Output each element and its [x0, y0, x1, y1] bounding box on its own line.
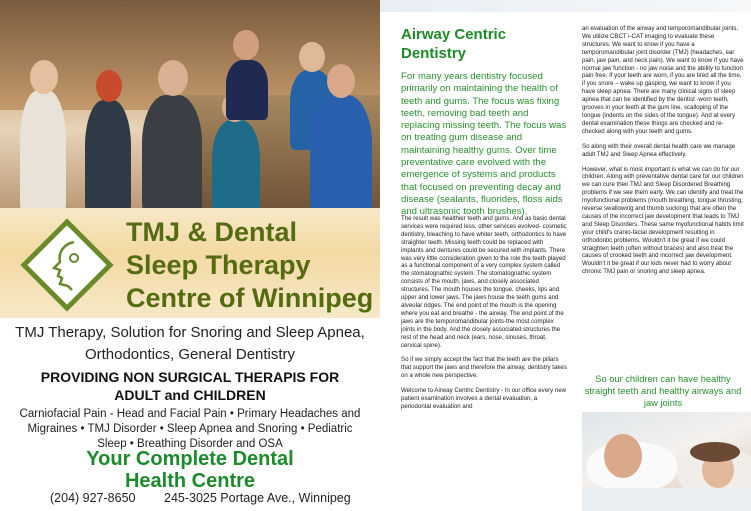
article-column-1: [401, 215, 567, 418]
emphasis-text: PROVIDING NON SURGICAL THERAPIS FOR ADULT and CHILDREN: [40, 369, 340, 403]
services-line-2: Orthodontics, General Dentistry: [84, 346, 296, 363]
intro-paragraph: For many years dentistry focused primarily on maintaining the health of teeth and gums. The focus was fixing teeth, removing bad teeth and replacing missing teeth. The focus was on treating gum disease and maintaining healthy gums. Over time preventative care evolved with the emergence of systems and products that focused on preventing decay and disease (sealants, fluorides, floss aids and ultrasonic tooth brushes).: [401, 71, 567, 218]
services-text: [0, 322, 380, 366]
paragraph: However, what is most important is what we can do for our children. Along with preventative dental care for our children we can cure their TMJ and Sleep Disordered Breathing problems if we see them early. We can identify and treat the myofunctional problems (mouth breathing, tongue thrusting, reverse swallowing and thumb sucking) that are often the causes of the incorrect jaw development that leads to TMJ and Sleep Disorders. These same myofunctional habits limit your child's cranio-facial development resulting in orthodontic problems. Wouldn't it be great if we could straighten teeth (often without braces) and also treat the causes of crooked teeth and incorrect jaw development. Wouldn't it be great if our kids never had to worry about chronic TMJ pain or snoring and sleep apnea.: [582, 165, 744, 276]
sleeping-couple-photo: [582, 412, 751, 511]
tagline: Your Complete Dental Health Centre: [86, 448, 294, 492]
paragraph: The result was healthier teeth and gums. And as basic dental services were required less, other services evolved- cosmetic dentistry, bleaching to have whiter teeth, orthodontics to have straighter teeth. Missing teeth could be replaced with implants and dentures could be secured with implants. There was very little consideration given to the role the teeth played as a functional component of a very complex system called the stomatognathic system. The stomatognathic system consists of the mouth, jaws, and closely associated structures. The mouth houses the tongue, cheeks, lips and upper and lower jaws. The jaws house the teeth gums and alveolar ridges. The end point of the mouth is the opening where you eat and breathe - the airway. The end point of the jaws are the temporomandibular joints-the most complex joints in the body. And the closely associated structures the rest of the head and neck (ears, nose, sinuses, throat, cervical spine).: [401, 215, 567, 349]
conditions-text: Carniofacial Pain - Head and Facial Pain • Primary Headaches and Migraines • TMJ Disorder • Sleep Apnea and Snoring • Pediatric Sleep • Breathing Disorder and OSA: [19, 408, 361, 450]
brochure-right-panel: [380, 0, 751, 511]
paragraph: So along with their overall dental health care we manage adult TMJ and Sleep Apnea effectively.: [582, 142, 736, 158]
clinic-title: TMJ & Dental Sleep Therapy Centre of Winnipeg: [126, 217, 374, 313]
kids-callout: So our children can have healthy straight teeth and healthy airways and jaw joints: [584, 374, 742, 408]
article-heading: Airway Centric Dentistry: [401, 26, 507, 62]
article-column-2: [582, 25, 744, 283]
services-line-1: TMJ Therapy, Solution for Snoring and Sleep Apnea,: [15, 324, 365, 341]
staff-photo: [0, 0, 380, 215]
phone-number: (204) 927-8650: [50, 491, 136, 505]
paragraph: an evaluation of the airway and temporomandibular joints. We utilize CBCT i-CAT imaging to evaluate these structures. We want to know if you have a temporomandibular joint disorder (TMJ) (headaches, ear pain, jaw pain, and neck pain). We want to know if you have normal jaw function - no jaw noise and the ability to function pain free. If your teeth are worn, if you are tired all the time, if you snore – wake up gasping, we want to know if you have sleep apnea. There are many clinical signs of sleep apnea that can be identified by the dentist -worn teeth, grooves in your teeth at the gum line, scalloping of the tongue (indents on the sides of the tongue). And at every dental examination these things are checked and re-checked along with your teeth and gums.: [582, 25, 744, 135]
face-profile-icon: [44, 238, 90, 292]
paragraph: Welcome to Airway Centric Dentistry - In our office every new patient examination involves a dental evaluation, a periodontal evaluation and: [401, 387, 567, 410]
address: 245-3025 Portage Ave., Winnipeg: [164, 491, 351, 505]
paragraph: So if we simply accept the fact that the teeth are the pillars that support the jaws and therefore the airway, dentistry takes on a whole new perspective.: [401, 356, 567, 380]
